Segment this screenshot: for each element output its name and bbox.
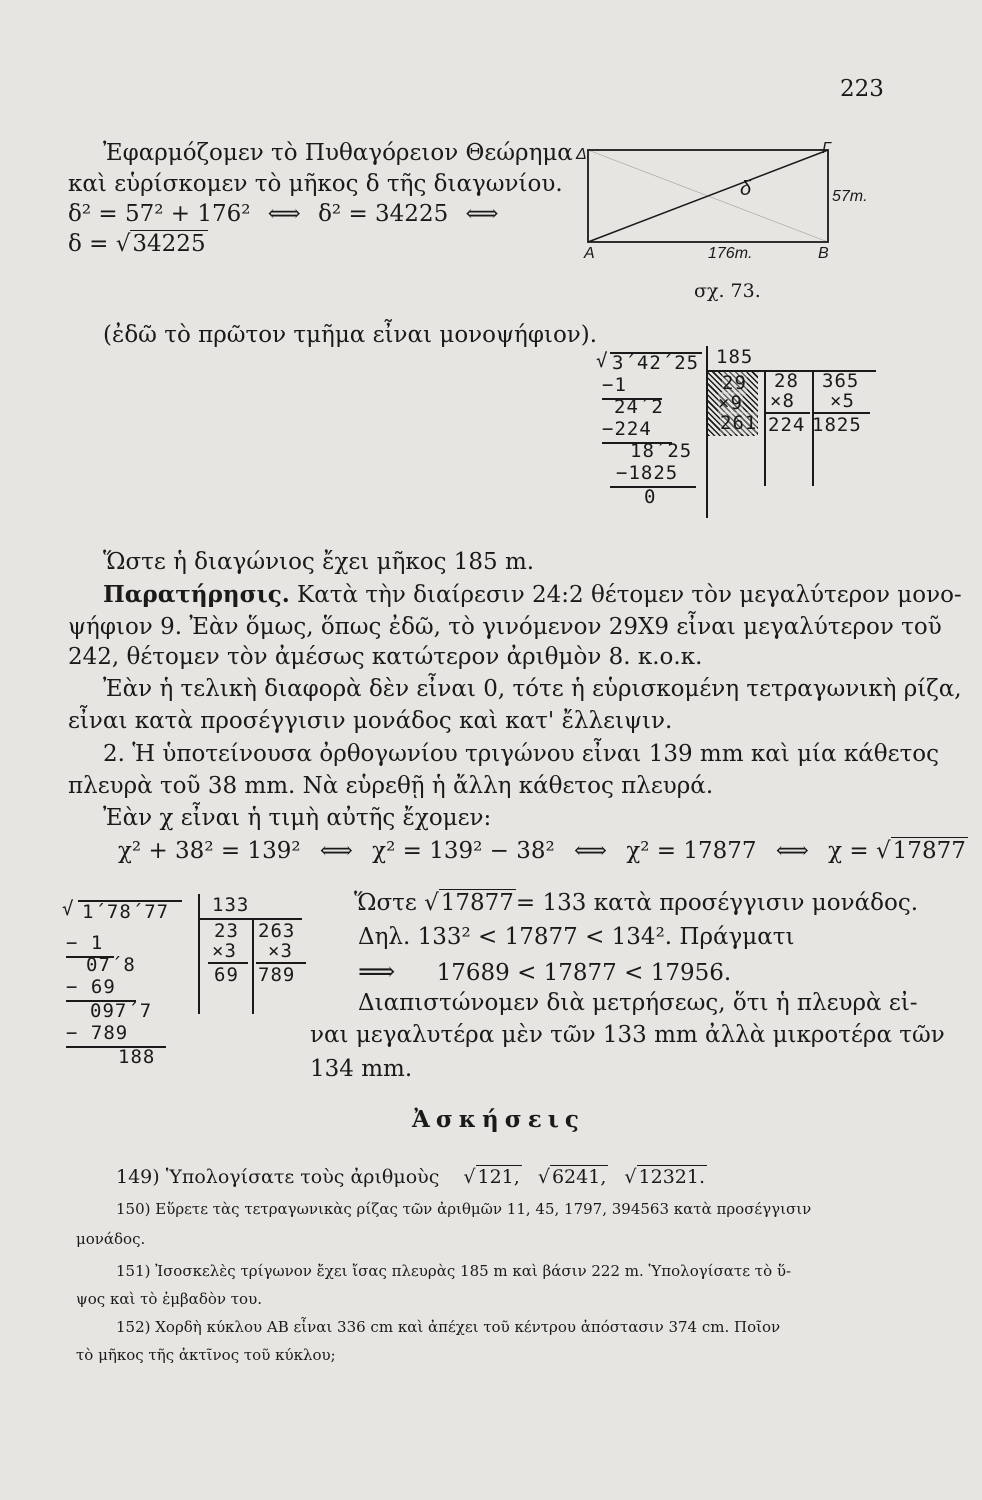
intro-line-2: καὶ εὑρίσκομεν τὸ μῆκος δ τῆς διαγωνίου. — [68, 171, 563, 197]
sqrt-symbol: √ — [463, 1166, 476, 1188]
helper-x5: ×5 — [830, 390, 855, 412]
inequality-chain: 17689 < 17877 < 17956. — [436, 960, 732, 986]
example-2-line-3: Ἐὰν χ εἶναι ἡ τιμὴ αὐτῆς ἔχομεν: — [103, 805, 492, 831]
exercise-149 — [116, 1166, 707, 1188]
remark-line-4: Ἐὰν ἡ τελικὴ διαφορὰ δὲν εἶναι 0, τότε ἡ εὑρισκομένη τετραγωνικὴ ρίζα, — [103, 676, 962, 702]
exercise-150-line-1: 150) Εὕρετε τὰς τετραγωνικὰς ρίζας τῶν ἀριθμῶν 11, 45, 1797, 394563 κατὰ προσέγγισιν — [116, 1200, 812, 1218]
radicand-2: 1΄78΄77 — [82, 901, 170, 923]
exercise-152-line-2: τὸ μῆκος τῆς ἀκτῖνος τοῦ κύκλου; — [76, 1346, 336, 1364]
step-4: 18΄25 — [630, 440, 693, 462]
example-2-line-2: πλευρὰ τοῦ 38 mm. Νὰ εὑρεθῇ ἡ ἄλλη κάθετος πλευρά. — [68, 773, 714, 799]
corner-label-b: Β — [818, 245, 829, 262]
exercise-149-radicand-2: 6241, — [551, 1166, 607, 1188]
result-2-radicand: 17877 — [440, 890, 514, 916]
eq1-right: δ² = 34225 — [318, 201, 449, 227]
sqrt-symbol: √ — [115, 231, 131, 257]
conclusion-diagonal: Ὥστε ἡ διαγώνιος ἔχει μῆκος 185 m. — [103, 549, 535, 575]
equivalence-arrow: ⟺ — [465, 201, 499, 227]
corner-label-a: Α — [584, 245, 595, 262]
helper-column-divider — [252, 918, 254, 1014]
separator-vertical — [198, 894, 200, 1014]
remark-line-1 — [103, 581, 962, 608]
result-133: 133 — [212, 894, 250, 916]
result-2-line-4: Διαπιστώνομεν διὰ μετρήσεως, ὅτι ἡ πλευρὰ εἰ- — [358, 990, 918, 1016]
result-185: 185 — [716, 346, 754, 368]
step-6: 188 — [118, 1046, 156, 1068]
step-1: − 1 — [66, 932, 104, 954]
exercises-heading: Ἀσκήσεις — [412, 1106, 585, 1133]
step-4: 097΄7 — [90, 1000, 153, 1022]
exercise-152-line-1: 152) Χορδὴ κύκλου ΑΒ εἶναι 336 cm καὶ ἀπέχει τοῦ κέντρου ἀπόστασιν 374 cm. Ποῖον — [116, 1318, 781, 1336]
equivalence-arrow: ⟺ — [267, 201, 301, 227]
figure-caption: σχ. 73. — [694, 280, 761, 302]
eq2-left: δ = — [68, 231, 109, 257]
helper-789: 789 — [258, 964, 296, 986]
helper-28: 28 — [774, 370, 799, 392]
eq-c: χ² = 17877 — [626, 838, 757, 864]
eq1-left: δ² = 57² + 176² — [68, 201, 251, 227]
eq-d-radicand: 17877 — [892, 838, 966, 864]
helper-23: 23 — [214, 920, 239, 942]
helper-69: 69 — [214, 964, 239, 986]
helper-x8: ×8 — [770, 390, 795, 412]
exercise-151-line-2: ψος καὶ τὸ ἐμβαδὸν του. — [76, 1290, 262, 1308]
remark-line-5: εἶναι κατὰ προσέγγισιν μονάδος καὶ κατ' ἔλλειψιν. — [68, 708, 673, 734]
remark-line-3: 242, θέτομεν τὸν ἀμέσως κατώτερον ἀριθμὸν 8. κ.ο.κ. — [68, 644, 703, 670]
sqrt-symbol: √ — [424, 890, 439, 916]
step-1: −1 — [602, 374, 627, 396]
result-2-line-1 — [354, 890, 918, 916]
exercise-149-radicand-1: 121, — [477, 1166, 520, 1188]
remark-text-1: Κατὰ τὴν διαίρεσιν 24:2 θέτομεν τὸν μεγαλύτερον μονο- — [289, 582, 962, 608]
exercise-149-radicand-3: 12321. — [638, 1166, 706, 1188]
helper-column-divider — [764, 370, 766, 486]
corner-label-d: Δ — [576, 146, 587, 163]
example-2-equation-chain — [118, 838, 968, 864]
result-2-line-6: 134 mm. — [310, 1056, 413, 1082]
equivalence-arrow: ⟺ — [775, 838, 809, 864]
helper-365: 365 — [822, 370, 860, 392]
result-2-line-3 — [358, 957, 731, 987]
eq-b: χ² = 139² − 38² — [372, 838, 555, 864]
step-3: −224 — [602, 418, 652, 440]
corner-label-c: Γ — [822, 140, 832, 157]
eq2-radicand: 34225 — [132, 231, 206, 257]
implies-arrow: ⟹ — [358, 957, 396, 987]
step-5: − 789 — [66, 1022, 129, 1044]
rectangle-diagram — [580, 138, 880, 298]
helper-224: 224 — [768, 414, 806, 436]
page-number: 223 — [840, 76, 884, 102]
base-length-label: 176m. — [708, 245, 753, 262]
step-2: 24΄2 — [614, 396, 664, 418]
intro-line-1: Ἐφαρμόζομεν τὸ Πυθαγόρειον Θεώρημα — [103, 140, 573, 166]
equivalence-arrow: ⟺ — [319, 838, 353, 864]
step-5: −1825 — [616, 462, 679, 484]
result-2-line-2: Δηλ. 133² < 17877 < 134². Πράγματι — [358, 924, 795, 950]
sqrt-symbol: √ — [537, 1166, 550, 1188]
sqrt-symbol: √ — [62, 898, 75, 920]
side-length-label: 57m. — [832, 188, 868, 205]
exercise-150-line-2: μονάδος. — [76, 1230, 146, 1248]
equation-delta-squared — [68, 201, 499, 227]
hatched-digit-29: 29 — [722, 372, 747, 394]
equivalence-arrow: ⟺ — [574, 838, 608, 864]
helper-x3b: ×3 — [268, 940, 293, 962]
step-3: − 69 — [66, 976, 116, 998]
helper-263: 263 — [258, 920, 296, 942]
exercise-149-text: 149) Ὑπολογίσατε τοὺς ἀριθμοὺς — [116, 1166, 440, 1188]
eq-d: χ = — [828, 838, 869, 864]
hatched-digit-x9: ×9 — [718, 392, 743, 414]
diagonal-label: δ — [740, 178, 752, 200]
note-single-digit: (ἐδῶ τὸ πρῶτον τμῆμα εἶναι μονοψήφιον). — [103, 322, 598, 348]
exercise-151-line-1: 151) Ἰσοσκελὲς τρίγωνον ἔχει ἴσας πλευρὰς 185 m καὶ βάσιν 222 m. Ὑπολογίσατε τὸ ὕ- — [116, 1262, 792, 1280]
hatched-digit-261: 261 — [720, 412, 758, 434]
remark-line-2: ψήφιον 9. Ἐὰν ὅμως, ὅπως ἐδῶ, τὸ γινόμενον 29Χ9 εἶναι μεγαλύτερον τοῦ — [68, 614, 942, 640]
sqrt-symbol: √ — [876, 838, 891, 864]
example-2-line-1: 2. Ἡ ὑποτείνουσα ὀρθογωνίου τριγώνου εἶναι 139 mm καὶ μία κάθετος — [103, 741, 940, 767]
eq-a: χ² + 38² = 139² — [118, 838, 301, 864]
helper-1825: 1825 — [812, 414, 862, 436]
step-2: 07΄8 — [86, 954, 136, 976]
radicand-1: 3΄42΄25 — [612, 352, 700, 374]
sqrt-symbol: √ — [624, 1166, 637, 1188]
helper-x3: ×3 — [212, 940, 237, 962]
result-2-pre: Ὥστε — [354, 890, 417, 916]
result-2-post: = 133 κατὰ προσέγγισιν μονάδος. — [515, 890, 919, 916]
step-6: 0 — [644, 486, 657, 508]
equation-delta-root — [68, 231, 208, 257]
sqrt-symbol: √ — [596, 350, 609, 372]
result-2-line-5: ναι μεγαλυτέρα μὲν τῶν 133 mm ἀλλὰ μικροτέρα τῶν — [310, 1022, 945, 1048]
remark-label: Παρατήρησις. — [103, 581, 290, 608]
